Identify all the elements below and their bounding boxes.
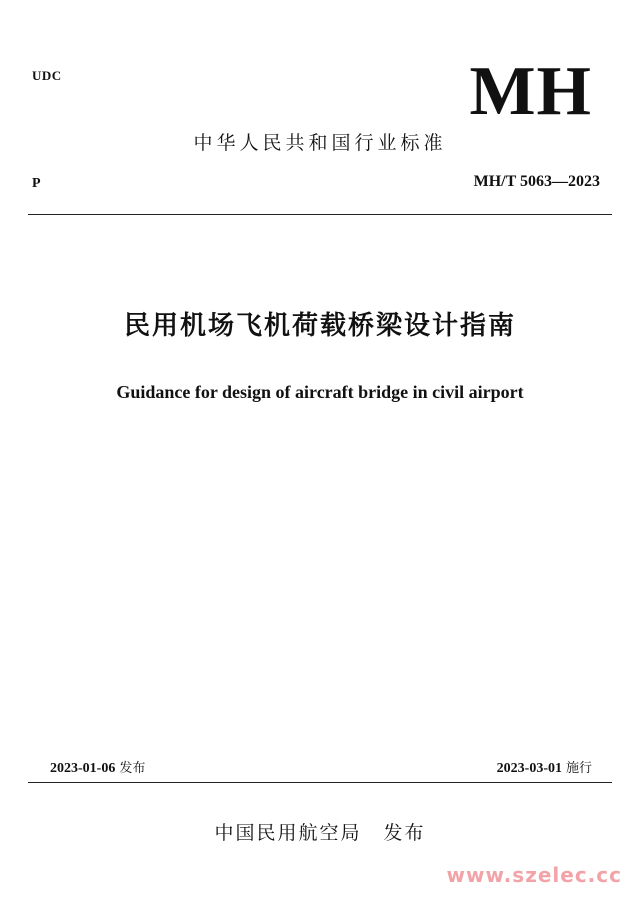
issuer-action: 发布 <box>383 822 426 844</box>
title-english: Guidance for design of aircraft bridge in civil airport <box>116 382 524 402</box>
watermark-text: www.szelec.cc <box>446 863 622 887</box>
udc-label: UDC <box>32 68 62 83</box>
standard-number: MH/T 5063—2023 <box>473 173 600 190</box>
implement-label: 施行 <box>565 761 592 776</box>
header-divider <box>28 214 612 215</box>
footer-divider <box>28 782 612 783</box>
implement-date: 2023-03-01 <box>496 761 562 776</box>
implement-date-block <box>497 757 592 777</box>
standard-type <box>0 128 640 155</box>
issuer-block <box>0 818 640 845</box>
mh-logo: MH <box>469 53 592 130</box>
issue-label: 发布 <box>119 761 146 776</box>
issuer-name: 中国民用航空局 <box>214 822 362 844</box>
ccs-label: P <box>32 176 41 191</box>
title-chinese: 民用机场飞机荷载桥梁设计指南 <box>123 311 516 341</box>
issue-date: 2023-01-06 <box>50 761 116 776</box>
standard-type-text: 中华人民共和国行业标准 <box>193 132 447 154</box>
issue-date-block <box>50 757 145 777</box>
